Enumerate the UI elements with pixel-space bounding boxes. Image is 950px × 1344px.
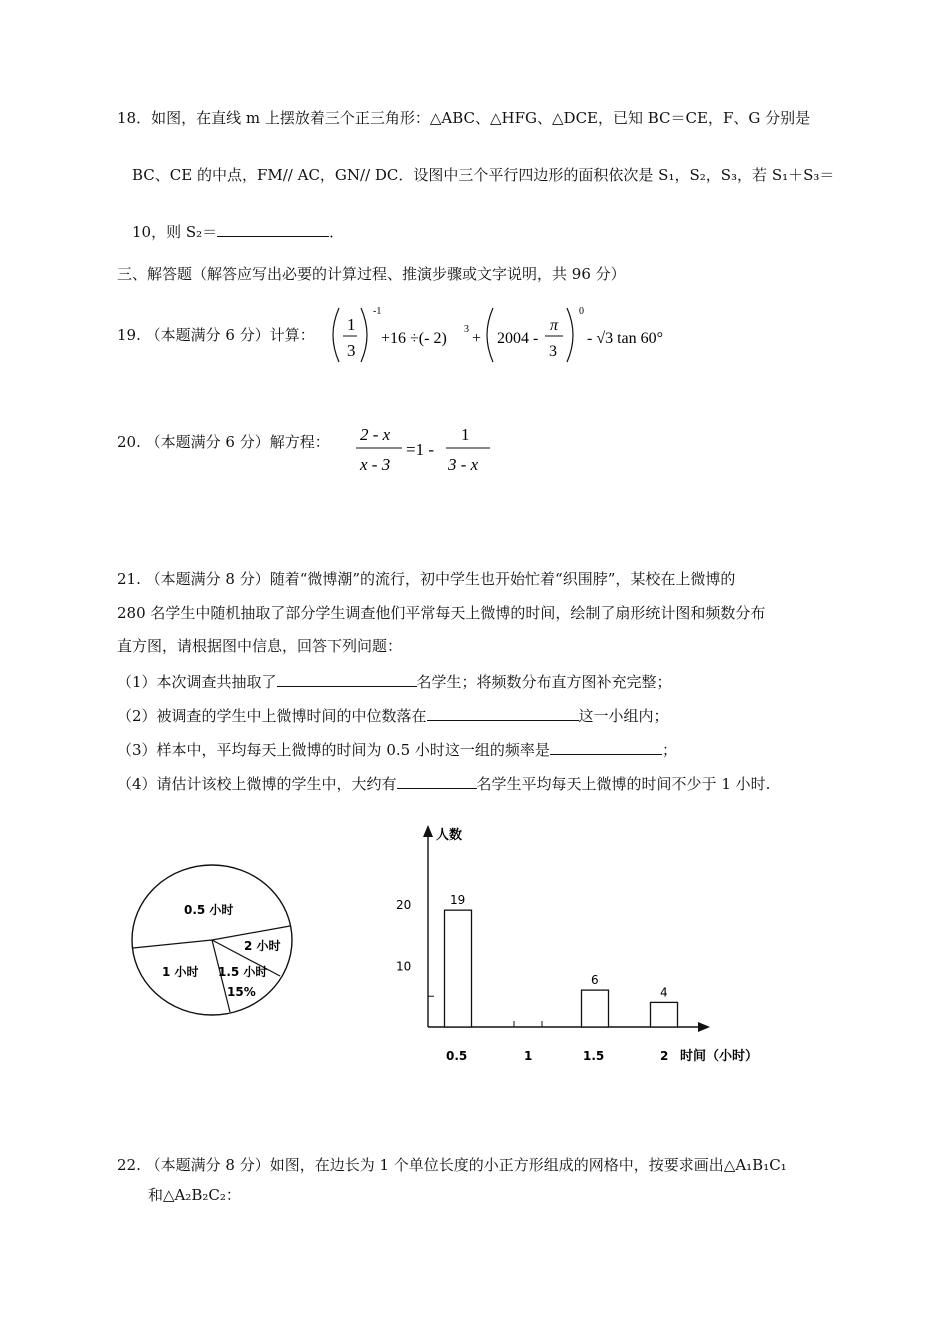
y-axis-arrow	[423, 825, 433, 837]
pie-label-percent: 15%	[227, 985, 256, 999]
q21-line-3: 直方图，请根据图中信息，回答下列问题：	[117, 637, 403, 655]
histogram	[390, 815, 790, 1079]
q21-sub-2-start: （2）被调查的学生中上微博时间的中位数落在	[117, 707, 427, 725]
q20-den-1: x - 3	[360, 455, 391, 474]
q21-sub-2-end: 这一小组内；	[578, 707, 669, 725]
year-minus: 2004 -	[497, 330, 539, 347]
q19-expression	[325, 300, 705, 374]
bar-2	[651, 1002, 678, 1027]
q20-expression	[350, 418, 510, 484]
q21-sub-2	[117, 706, 669, 726]
frac-num: 1	[347, 315, 356, 334]
pie-label-1-5h: 1.5 小时	[218, 965, 268, 979]
q18-line-3-end: ．	[329, 223, 345, 241]
q18-line-1: 18．如图，在直线 m 上摆放着三个正三角形：△ABC、△HFG、△DCE，已知 BC＝CE，F、G 分别是	[117, 109, 811, 127]
q21-sub-3-blank[interactable]	[550, 740, 662, 755]
bar-label-0.5: 19	[450, 893, 466, 908]
exp-neg-one: -1	[373, 306, 382, 317]
q18-line-3-start: 10，则 S₂＝	[132, 223, 218, 241]
pie-label-1h: 1 小时	[162, 965, 199, 979]
exp-zero: 0	[579, 306, 584, 317]
q21-sub-4-end: 名学生平均每天上微博的时间不少于 1 小时.	[476, 775, 771, 793]
plus-sign: +	[472, 330, 482, 347]
q20-equals: =1 -	[406, 440, 434, 459]
q21-sub-1-start: （1）本次调查共抽取了	[117, 673, 277, 691]
q21-sub-1-blank[interactable]	[277, 672, 417, 687]
q20-num-1: 2 - x	[360, 425, 391, 444]
x-axis-label: 时间（小时）	[680, 1049, 759, 1064]
y-tick-label-10: 10	[396, 959, 412, 974]
x-tick-label-2: 2	[660, 1049, 669, 1063]
bar-1.5	[582, 990, 609, 1027]
bar-0.5	[445, 910, 472, 1027]
q21-line-2: 280 名学生中随机抽取了部分学生调查他们平常每天上微博的时间，绘制了扇形统计图和频数分布	[117, 604, 766, 622]
q21-sub-3	[117, 740, 677, 760]
pie-label-2h: 2 小时	[244, 939, 281, 953]
paren-left-1	[333, 308, 339, 362]
x-axis-arrow	[698, 1022, 710, 1032]
q21-sub-3-end: ；	[661, 741, 677, 759]
x-tick-label-1.5: 1.5	[583, 1049, 605, 1063]
q18-line-2: BC、CE 的中点，FM// AC，GN// DC．设图中三个平行四边形的面积依次是 S₁，S₂，S₃，若 S₁＋S₃＝	[132, 166, 835, 184]
section-3-heading: 三、解答题（解答应写出必要的计算过程、推演步骤或文字说明，共 96 分）	[117, 265, 626, 283]
pi-den: 3	[549, 343, 557, 360]
paren-left-2	[487, 308, 493, 362]
q18-answer-blank[interactable]	[217, 222, 329, 237]
x-tick-label-0.5: 0.5	[446, 1049, 468, 1063]
q21-sub-3-start: （3）样本中，平均每天上微博的时间为 0.5 小时这一组的频率是	[117, 741, 550, 759]
sqrt-tan-term: - √3 tan 60°	[587, 330, 664, 347]
q18-line-3	[132, 222, 344, 242]
q21-sub-4-start: （4）请估计该校上微博的学生中，大约有	[117, 775, 397, 793]
plus-sixteen: +16 ÷(- 2)	[381, 330, 447, 347]
q22-line-2: 和△A₂B₂C₂：	[148, 1186, 241, 1204]
q22-line-1: 22. （本题满分 8 分）如图，在边长为 1 个单位长度的小正方形组成的网格中，按要求画出△A₁B₁C₁	[117, 1156, 787, 1174]
q20-den-2: 3 - x	[448, 455, 479, 474]
pie-label-0-5h: 0.5 小时	[184, 903, 234, 917]
exp-three: 3	[464, 324, 469, 335]
q21-sub-1	[117, 672, 672, 692]
q19-label: 19. （本题满分 6 分）计算：	[117, 326, 315, 344]
bar-label-1.5: 6	[591, 973, 599, 988]
bar-label-2: 4	[660, 985, 668, 1000]
q20-label: 20. （本题满分 6 分）解方程：	[117, 433, 330, 451]
q21-sub-4	[117, 774, 770, 794]
y-axis-label: 人数	[436, 828, 463, 843]
paren-right-1	[361, 308, 367, 362]
pie-chart	[120, 848, 320, 1032]
paren-right-2	[567, 308, 573, 362]
pi-symbol: π	[550, 317, 559, 334]
q21-sub-1-end: 名学生；将频数分布直方图补充完整；	[416, 673, 672, 691]
q21-sub-2-blank[interactable]	[427, 706, 579, 721]
q20-num-2: 1	[461, 425, 470, 444]
y-tick-label-20: 20	[396, 898, 412, 912]
q21-line-1: 21. （本题满分 8 分）随着“微博潮”的流行，初中学生也开始忙着“织围脖”，某校在上微博的	[117, 570, 736, 588]
x-tick-label-1: 1	[524, 1049, 533, 1063]
frac-den: 3	[347, 341, 356, 360]
q21-sub-4-blank[interactable]	[397, 774, 477, 789]
